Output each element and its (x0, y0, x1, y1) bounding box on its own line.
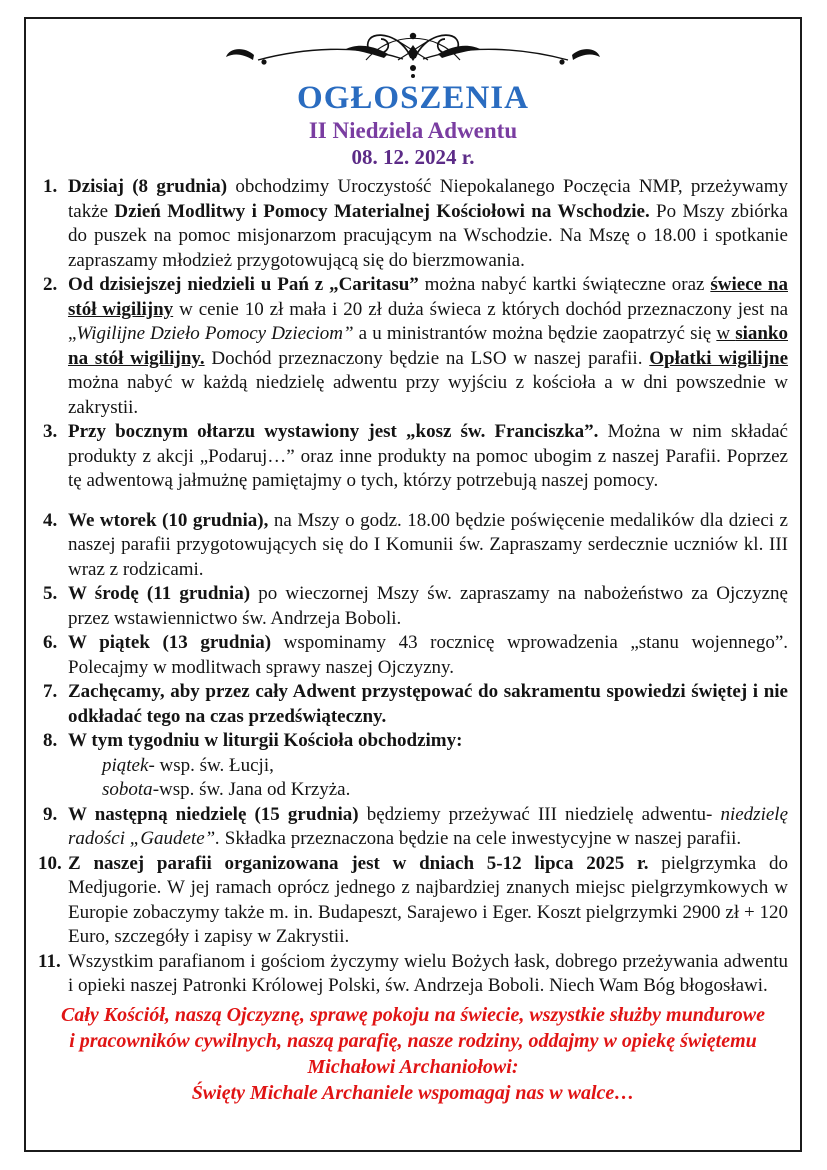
text-segment: sobota (102, 779, 153, 800)
item-text (68, 950, 788, 999)
page-title: OGŁOSZENIA (297, 80, 529, 116)
item-number: 8. (43, 730, 58, 751)
text-segment: sianko na stół wigilijny. (68, 323, 788, 369)
page-subtitle: II Niedziela Adwentu (308, 118, 518, 143)
text-segment: Przy bocznym ołtarzu wystawiony jest „kosz św. Franciszka”. (68, 421, 599, 442)
liturgy-subline (68, 754, 788, 779)
item-number: 9. (43, 803, 58, 825)
text-segment: można nabyć w każdą niedzielę adwentu przy wyjściu z kościoła a w dni powszednie w zakrystii. (68, 372, 788, 418)
text-segment: Od dzisiejszej niedzieli u Pań z „Caritasu” (68, 274, 425, 295)
text-segment: niedzielę radości „Gaudete”. (68, 803, 788, 849)
text-segment: W piątek (13 grudnia) (68, 632, 272, 653)
announcement-item-5 (38, 582, 788, 631)
footer-line: Święty Michale Archaniele wspomagaj nas w walce… (191, 1081, 635, 1104)
text-segment: Dzisiaj (8 grudnia) (68, 176, 236, 197)
text-segment: w (716, 323, 736, 344)
item-text (68, 509, 788, 583)
text-segment: Po Mszy zbiórka do puszek na pomoc misjonarzom pracującym na Wschodzie. Na Mszę o 18.00 i spotkanie zapraszamy młodzież przygotowującą się do bierzmowania. (68, 200, 788, 271)
item-number: 4. (43, 509, 58, 531)
text-segment: po wieczornej Mszy św. zapraszamy na nabożeństwo za Ojczyznę przez wstawiennictwo św. Andrzeja Boboli. (68, 583, 788, 629)
text-segment: pielgrzymka do Medjugorie. W jej ramach oprócz jednego z najbardziej znanych miejsc pielgrzymkowych w Europie zobaczymy także m. in. Budapeszt, Sarajewo i Eger. Koszt pielgrzymki 2900 zł + 120 Euro, szczegóły i zapisy w Zakrystii. (68, 852, 788, 947)
text-segment: Zachęcamy, aby przez cały Adwent przystępować do sakramentu spowiedzi świętej i nie odkładać tego na czas przedświąteczny. (68, 681, 788, 727)
footer-line: i pracowników cywilnych, naszą parafię, nasze rodziny, oddajmy w opiekę świętemu (69, 1029, 757, 1052)
document-page (24, 17, 802, 1152)
text-segment: na Mszy o godz. 18.00 będzie poświęcenie medalików dla dzieci z naszej parafii przygotowujących się do I Komunii św. Zapraszamy serdecznie uczniów kl. III wraz z rodzicami. (68, 509, 788, 580)
item-text (68, 582, 788, 631)
item-number: 11. (38, 950, 61, 972)
footer-prayer (38, 1002, 788, 1106)
announcement-item-4 (38, 509, 788, 583)
page-date: 08. 12. 2024 r. (351, 145, 475, 169)
item-text (68, 631, 788, 680)
text-segment: Wszystkim parafianom i gościom życzymy wielu Bożych łask, dobrego przeżywania adwentu i opieki naszej Patronki Królowej Polski, św. Andrzeja Boboli. Niech Wam Bóg błogosławi. (68, 950, 788, 996)
text-segment: obchodzimy Uroczystość Niepokalanego Poczęcia NMP, przeżywamy także (68, 176, 788, 222)
item-number: 2. (43, 274, 58, 295)
announcement-item-9 (38, 803, 788, 852)
text-segment: piątek (102, 754, 149, 776)
announcement-item-1 (38, 175, 788, 273)
text-segment: w cenie 10 zł mała i 20 zł duża świeca z których dochód przeznaczony jest na „ (68, 298, 788, 344)
text-segment: -wsp. św. Jana od Krzyża. (152, 779, 351, 800)
item-text (68, 420, 788, 494)
announcements-list (38, 175, 788, 999)
text-segment: świece na stół wigilijny (68, 274, 788, 320)
item-number: 1. (43, 176, 58, 197)
text-segment: Można w nim składać produkty z akcji „Podaruj…” oraz inne produkty na pomoc ubogim z naszej Parafii. Poprzez tę adwentową jałmużnę pamiętajmy o tych, którzy potrzebują naszej pomocy. (68, 421, 788, 491)
text-segment: Wigilijne Dzieło Pomocy Dzieciom” (76, 323, 354, 344)
announcement-item-2 (38, 273, 788, 420)
item-number: 5. (43, 583, 58, 604)
announcement-item-10 (38, 852, 788, 950)
text-segment: wspominamy 43 rocznicę wprowadzenia „stanu wojennego”. Polecajmy w modlitwach sprawy naszej Ojczyzny. (68, 632, 789, 678)
item-number: 7. (43, 681, 58, 702)
text-segment: W następną niedzielę (15 grudnia) (68, 803, 359, 825)
announcement-item-7 (38, 680, 788, 729)
item-number: 10. (38, 852, 62, 874)
text-segment: można nabyć kartki świąteczne oraz (424, 274, 711, 295)
text-segment: Opłatki wigilijne (649, 347, 789, 369)
footer-line: Cały Kościół, naszą Ojczyznę, sprawę pokoju na świecie, wszystkie służby mundurowe (61, 1003, 765, 1026)
text-segment: a u ministrantów można będzie zaopatrzyć się (353, 323, 717, 344)
text-segment: Składka przeznaczona będzie na cele inwestycyjne w naszej parafii. (220, 828, 742, 849)
item-number: 3. (43, 421, 58, 442)
announcement-item-11 (38, 950, 788, 999)
item-text (68, 680, 788, 729)
item-text (68, 803, 788, 852)
text-segment: Z naszej parafii organizowana jest w dniach 5-12 lipca 2025 r. (68, 852, 649, 874)
announcement-item-8 (38, 729, 788, 803)
text-segment: W tym tygodniu w liturgii Kościoła obchodzimy: (68, 730, 463, 751)
liturgy-subline (68, 778, 788, 803)
announcement-item-3 (38, 420, 788, 494)
footer-line: Michałowi Archaniołowi: (307, 1055, 519, 1078)
item-text (68, 273, 788, 420)
page-content (26, 19, 800, 1106)
announcement-item-6 (38, 631, 788, 680)
text-segment: będziemy przeżywać III niedzielę adwentu- (358, 803, 721, 825)
text-segment: Dzień Modlitwy i Pomocy Materialnej Kościołowi na Wschodzie. (114, 200, 650, 222)
item-text (68, 729, 788, 803)
item-text (68, 175, 788, 273)
item-number: 6. (43, 632, 58, 653)
text-segment: Dochód przeznaczony będzie na LSO w naszej parafii. (204, 347, 650, 369)
text-segment: W środę (11 grudnia) (68, 583, 251, 604)
text-segment: - wsp. św. Łucji, (148, 754, 274, 776)
text-segment: We wtorek (10 grudnia), (68, 509, 269, 531)
item-text (68, 852, 788, 950)
flourish-divider-icon (38, 27, 788, 81)
